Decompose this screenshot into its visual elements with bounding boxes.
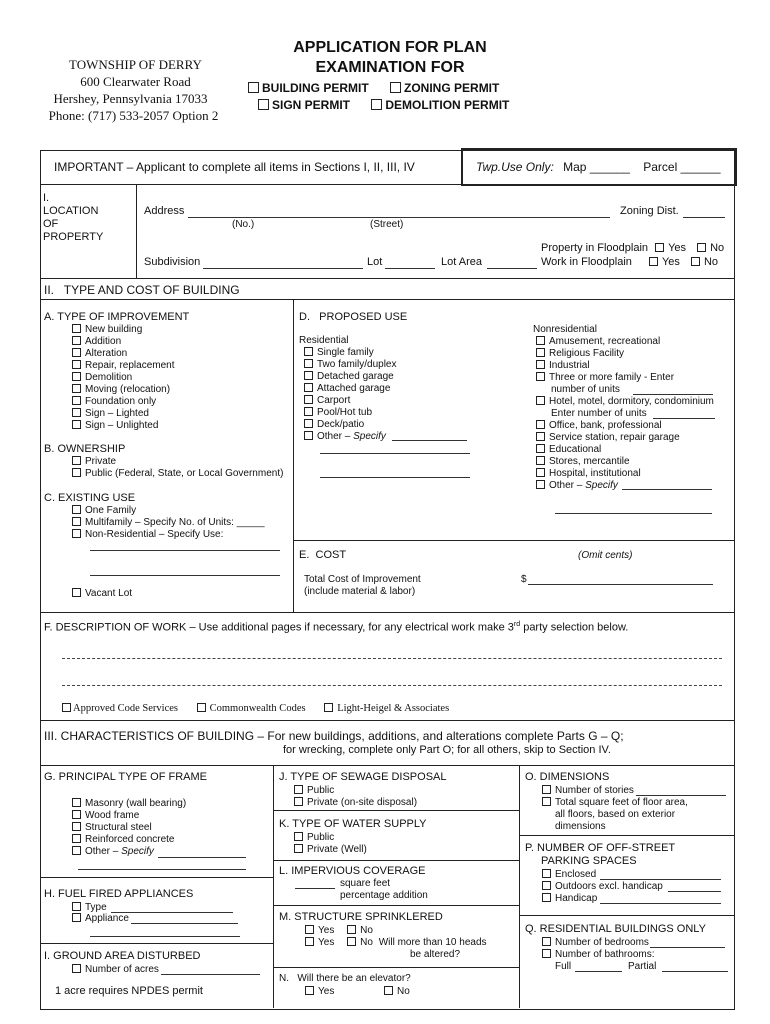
ground-acres-input[interactable] [161,974,260,975]
improvement-demolition[interactable] [72,372,175,384]
option-label: Addition [85,336,122,347]
option-label: Light-Heigel & Associates [337,703,450,714]
demolition-permit-label: DEMOLITION PERMIT [385,98,510,112]
option-label: Amusement, recreational [549,336,661,347]
water-supply-title: K. TYPE OF WATER SUPPLY [279,818,427,830]
option-label: Hospital, institutional [549,468,641,479]
improvement-alteration[interactable] [72,348,175,360]
res-other[interactable] [304,431,396,443]
divider-section3 [40,720,734,721]
existing-use-specify-line-2[interactable] [90,575,280,576]
lot-area-label: Lot Area [441,256,482,268]
floodplain-yes-label: Yes [668,242,687,254]
twp-use-only [476,160,721,174]
approved-code-services-option[interactable] [62,703,178,714]
dimensions-floor-area[interactable] [542,797,688,809]
floor-area-sub-2: dimensions [555,821,606,832]
township-name: TOWNSHIP OF DERRY [69,57,202,72]
vdivider-jo [519,765,520,1008]
option-label: Multifamily – Specify No. of Units: _____ [85,517,265,528]
impervious-sqft-input[interactable] [295,888,335,889]
existing-use-specify-line-1[interactable] [90,550,280,551]
light-heigel-option[interactable] [324,703,449,714]
description-line-2[interactable] [62,685,722,686]
fuel-line-3[interactable] [90,936,240,937]
nonres-service-station[interactable] [536,432,714,444]
proposed-use-title: D. PROPOSED USE [299,311,408,323]
no-label: No [360,925,373,936]
vdivider-gj [273,765,274,1008]
total-cost-label: Total Cost of Improvement [304,574,421,585]
existing-one-family[interactable] [72,505,265,517]
dimensions-stories[interactable] [542,785,634,797]
address-input[interactable] [188,217,610,218]
section-3-line-1: III. CHARACTERISTICS OF BUILDING – For new buildings, additions, and alterations complete Parts G – Q; [44,729,624,743]
frame-masonry[interactable] [72,798,186,810]
building-permit-checkbox[interactable] [248,82,259,93]
bathrooms-full-input[interactable] [575,971,622,972]
sewage-public[interactable] [294,785,334,797]
electrical-agency-options [62,703,449,714]
bedrooms[interactable] [542,937,649,949]
work-floodplain-label: Work in Floodplain [541,256,632,268]
floodplain-yes-checkbox[interactable] [655,243,664,252]
option-label: Private (Well) [307,844,367,855]
res-two-family[interactable] [304,359,396,371]
option-label: Educational [549,444,602,455]
fuel-appliance-input[interactable] [131,923,238,924]
include-material-label: (include material & labor) [304,586,416,597]
sewage-title: J. TYPE OF SEWAGE DISPOSAL [279,771,447,783]
frame-other-line-2[interactable] [78,869,246,870]
section-1-number: I. [43,192,50,204]
option-label: Deck/patio [317,419,365,430]
option-label: Public [307,785,335,796]
description-title-text: F. DESCRIPTION OF WORK – Use additional pages if necessary, for any electrical work make 3 [44,621,514,634]
option-label: Wood frame [85,810,140,821]
elevator-no[interactable] [384,986,410,998]
nonres-enter-units-input[interactable] [653,418,715,419]
option-label: Number of bedrooms [555,937,649,948]
nonres-other-input[interactable] [622,489,712,490]
parking-title-2: PARKING SPACES [541,855,637,867]
nonres-stores[interactable] [536,456,714,468]
location-label [43,192,103,244]
work-floodplain-yes-checkbox[interactable] [649,257,658,266]
divider-section2-bottom [40,299,734,300]
improvement-foundation[interactable] [72,396,175,408]
bathrooms-partial-input[interactable] [662,971,728,972]
option-label: Hotel, motel, dormitory, condominium [549,396,714,407]
lot-input[interactable] [385,268,435,269]
residential-list [304,347,396,443]
option-label: Number of acres [85,964,159,975]
option-label: Stores, mercantile [549,456,630,467]
demolition-permit-checkbox[interactable] [371,99,382,110]
type-of-improvement-title: A. TYPE OF IMPROVEMENT [44,311,190,323]
parking-enclosed-input[interactable] [600,879,721,880]
improvement-list [72,324,175,432]
option-label: Public [307,832,335,843]
work-floodplain-no-label: No [703,256,719,268]
dollar-sign: $ [521,574,527,585]
res-pool[interactable] [304,407,396,419]
divider-h [40,877,273,878]
nonresidential-list [536,336,714,492]
option-label: Foundation only [85,396,157,407]
option-label: Enclosed [555,869,597,880]
section-3-line-2: for wrecking, complete only Part O; for all others, skip to Section IV. [283,744,611,756]
elevator-yes[interactable] [305,986,334,998]
option-label: Service station, repair garage [549,432,680,443]
work-floodplain-yes-label: Yes [661,256,680,268]
sprinklered-row-2 [305,937,487,949]
option-label: Public (Federal, State, or Local Government) [85,468,284,479]
frame-type-title: G. PRINCIPAL TYPE OF FRAME [44,771,207,783]
impervious-sqft-label: square feet [340,878,391,889]
floodplain-no-checkbox[interactable] [697,243,706,252]
divider-i [40,943,273,944]
impervious-title: L. IMPERVIOUS COVERAGE [279,865,426,877]
option-label: Carport [317,395,351,406]
nonres-units-input[interactable] [633,394,713,395]
floodplain-label: Property in Floodplain [541,242,649,254]
location-word: LOCATION [43,205,99,217]
option-label: Sign – Unlighted [85,420,159,431]
ownership-public[interactable] [72,468,283,480]
option-label: Appliance [85,913,129,924]
nonres-other-line-2[interactable] [555,513,712,514]
res-other-input[interactable] [392,440,467,441]
total-cost-input[interactable] [528,584,713,585]
res-deck[interactable] [304,419,396,431]
existing-non-residential[interactable] [72,529,265,541]
divider-cost [293,540,734,541]
option-label: Vacant Lot [85,588,133,599]
nonresidential-title: Nonresidential [533,324,597,335]
option-label: Commonwealth Codes [209,703,306,714]
existing-use-list [72,505,265,541]
residential-title: Residential [299,335,349,346]
heads-no-checkbox[interactable] [347,937,356,946]
res-detached-garage[interactable] [304,371,396,383]
omit-cents-note [578,550,632,562]
option-label: Private [85,456,117,467]
fuel-type-input[interactable] [111,912,233,913]
sprinklered-row-1 [305,925,373,937]
address-street-caption: (Street) [370,219,404,230]
ownership-list [72,456,283,480]
lot-area-input[interactable] [487,268,537,269]
option-label: Masonry (wall bearing) [85,798,187,809]
floor-area-sub-1: all floors, based on exterior [555,809,676,820]
existing-vacant-lot[interactable] [72,588,132,600]
subdivision-label: Subdivision [144,256,201,268]
nonres-hospital[interactable] [536,468,714,480]
improvement-addition[interactable] [72,336,175,348]
important-note: IMPORTANT – Applicant to complete all items in Sections I, II, III, IV [54,160,415,174]
nonres-industrial[interactable] [536,360,714,372]
divider-section-f [40,612,734,613]
option-label: Three or more family - Enter [549,372,675,383]
parking-handicap[interactable] [542,893,597,905]
floodplain-no-label: No [710,242,725,254]
sprinklered-title: M. STRUCTURE SPRINKLERED [279,911,443,923]
section-2-title: II. TYPE AND COST OF BUILDING [44,283,240,297]
description-of-work-title [44,621,628,634]
sprinklered-yes-checkbox[interactable] [305,925,314,934]
bathrooms-partial-label: Partial [628,961,657,972]
parking-handicap-input[interactable] [600,903,721,904]
option-label: Number of stories [555,785,634,796]
description-title-sup: rd [513,621,521,628]
form-title [240,38,540,78]
title-line-2: EXAMINATION FOR [315,59,465,76]
fuel-appliances-title: H. FUEL FIRED APPLIANCES [44,888,194,900]
ownership-title: B. OWNERSHIP [44,443,126,455]
sign-permit-checkbox[interactable] [258,99,269,110]
specify-label: Specify [585,480,618,491]
vdivider-location [136,184,137,278]
res-other-line-3[interactable] [320,477,470,478]
option-label: Office, bank, professional [549,420,662,431]
township-city: Hershey, Pennsylvania 17033 [53,91,208,106]
option-label: Private (on-site disposal) [307,797,418,808]
parking-outdoors[interactable] [542,881,663,893]
yes-label: Yes [318,986,335,997]
nonres-office[interactable] [536,420,714,432]
option-label: Structural steel [85,822,152,833]
yes-label: Yes [318,925,335,936]
address-no-caption: (No.) [232,219,255,230]
nonres-hotel[interactable] [536,396,714,408]
heads-question: Will more than 10 heads [378,937,487,948]
work-floodplain-row [541,256,718,268]
ground-area-title: I. GROUND AREA DISTURBED [44,950,201,962]
frame-steel[interactable] [72,822,186,834]
ownership-private[interactable] [72,456,283,468]
option-label: Handicap [555,893,598,904]
existing-use-title: C. EXISTING USE [44,492,136,504]
no-label: No [360,937,373,948]
option-label: Outdoors excl. handicap [555,881,663,892]
res-attached-garage[interactable] [304,383,396,395]
option-label: Attached garage [317,383,391,394]
of-word: OF [43,218,59,230]
improvement-moving[interactable] [72,384,175,396]
elevator-question: N. Will there be an elevator? [279,973,411,984]
yes-label: Yes [318,937,335,948]
nonres-religious[interactable] [536,348,714,360]
omit-cents-text: (Omit cents) [578,550,633,561]
bathrooms-full-label: Full [555,961,572,972]
parking-outdoors-input[interactable] [668,891,721,892]
option-label: Total square feet of floor area, [555,797,688,808]
option-label: Approved Code Services [73,703,178,714]
subdivision-input[interactable] [203,268,363,269]
nonres-other[interactable] [536,480,714,492]
ground-acres[interactable] [72,964,159,976]
divider-k [273,810,519,811]
divider-important [40,184,734,185]
impervious-percent-label: percentage addition [340,890,428,901]
residential-only-title: Q. RESIDENTIAL BUILDINGS ONLY [525,923,706,935]
units-label: Enter number of units [551,408,647,419]
option-label: Single family [317,347,374,358]
option-label: Alteration [85,348,128,359]
parking-title-1: P. NUMBER OF OFF-STREET [525,842,676,854]
zoning-dist-input[interactable] [683,217,725,218]
option-label: One Family [85,505,137,516]
sewage-private[interactable] [294,797,417,809]
divider-m [273,905,519,906]
improvement-sign-unlighted[interactable] [72,420,175,432]
divider-section3-bottom [40,765,734,766]
township-address [43,56,228,124]
option-label: Other – [85,846,122,857]
twp-use-label: Twp.Use Only: [476,160,554,174]
dimensions-title: O. DIMENSIONS [525,771,610,783]
bedrooms-input[interactable] [650,947,725,948]
vdivider-section2 [293,299,294,612]
nonres-three-family[interactable] [536,372,714,384]
existing-multifamily[interactable] [72,517,265,529]
option-label: Type [85,902,107,913]
nonres-amusement[interactable] [536,336,714,348]
address-label: Address [144,205,185,217]
township-street: 600 Clearwater Road [80,74,191,89]
divider-n [273,967,519,968]
title-line-1: APPLICATION FOR PLAN [293,39,487,56]
parking-enclosed[interactable] [542,869,596,881]
option-label: Repair, replacement [85,360,175,371]
option-label: Reinforced concrete [85,834,175,845]
option-label: Two family/duplex [317,359,397,370]
option-label: Other – [317,431,354,442]
divider-l [273,860,519,861]
floodplain-row [541,242,724,254]
specify-label: Specify [353,431,386,442]
improvement-sign-lighted[interactable] [72,408,175,420]
option-label: Demolition [85,372,133,383]
frame-wood[interactable] [72,810,186,822]
res-other-line-2[interactable] [320,453,470,454]
property-word: PROPERTY [43,231,104,243]
zoning-permit-label: ZONING PERMIT [404,81,500,95]
improvement-repair[interactable] [72,360,175,372]
units-label: number of units [551,384,620,395]
frame-other-input[interactable] [158,857,246,858]
option-label: Non-Residential – Specify Use: [85,529,224,540]
water-private[interactable] [294,844,367,856]
work-floodplain-no-checkbox[interactable] [691,257,700,266]
permit-options [248,80,509,114]
option-label: Pool/Hot tub [317,407,373,418]
res-carport[interactable] [304,395,396,407]
divider-p [519,835,734,836]
description-line-1[interactable] [62,658,722,659]
option-label: Other – [549,480,586,491]
township-phone: Phone: (717) 533-2057 Option 2 [48,108,219,123]
specify-label: Specify [121,846,154,857]
res-single-family[interactable] [304,347,396,359]
divider-q [519,915,734,916]
lot-label: Lot [367,256,383,268]
option-label: Sign – Lighted [85,408,149,419]
zoning-dist-label: Zoning Dist. [620,205,679,217]
frame-type-list [72,798,186,858]
option-label: Industrial [549,360,590,371]
no-label: No [397,986,410,997]
parcel-field[interactable]: Parcel ______ [643,160,721,174]
bathrooms[interactable] [542,949,655,961]
fuel-appliance[interactable] [72,913,129,925]
option-label: Number of bathrooms: [555,949,655,960]
stories-input[interactable] [636,795,726,796]
water-public[interactable] [294,832,334,844]
improvement-new-building[interactable] [72,324,175,336]
map-field[interactable]: Map ______ [563,160,630,174]
option-label: Detached garage [317,371,394,382]
heads-question-line-2: be altered? [410,949,461,960]
frame-concrete[interactable] [72,834,186,846]
npdes-note: 1 acre requires NPDES permit [55,985,203,997]
cost-title: E. COST [299,549,347,561]
heads-yes-checkbox[interactable] [305,937,314,946]
sprinklered-no-checkbox[interactable] [347,925,356,934]
option-label: New building [85,324,143,335]
divider-section2 [40,278,734,279]
option-label: Religious Facility [549,348,625,359]
building-permit-label: BUILDING PERMIT [262,81,369,95]
sign-permit-label: SIGN PERMIT [272,98,351,112]
description-title-post: party selection below. [520,621,629,634]
option-label: Moving (relocation) [85,384,171,395]
commonwealth-codes-option[interactable] [197,703,306,714]
zoning-permit-checkbox[interactable] [390,82,401,93]
nonres-educational[interactable] [536,444,714,456]
